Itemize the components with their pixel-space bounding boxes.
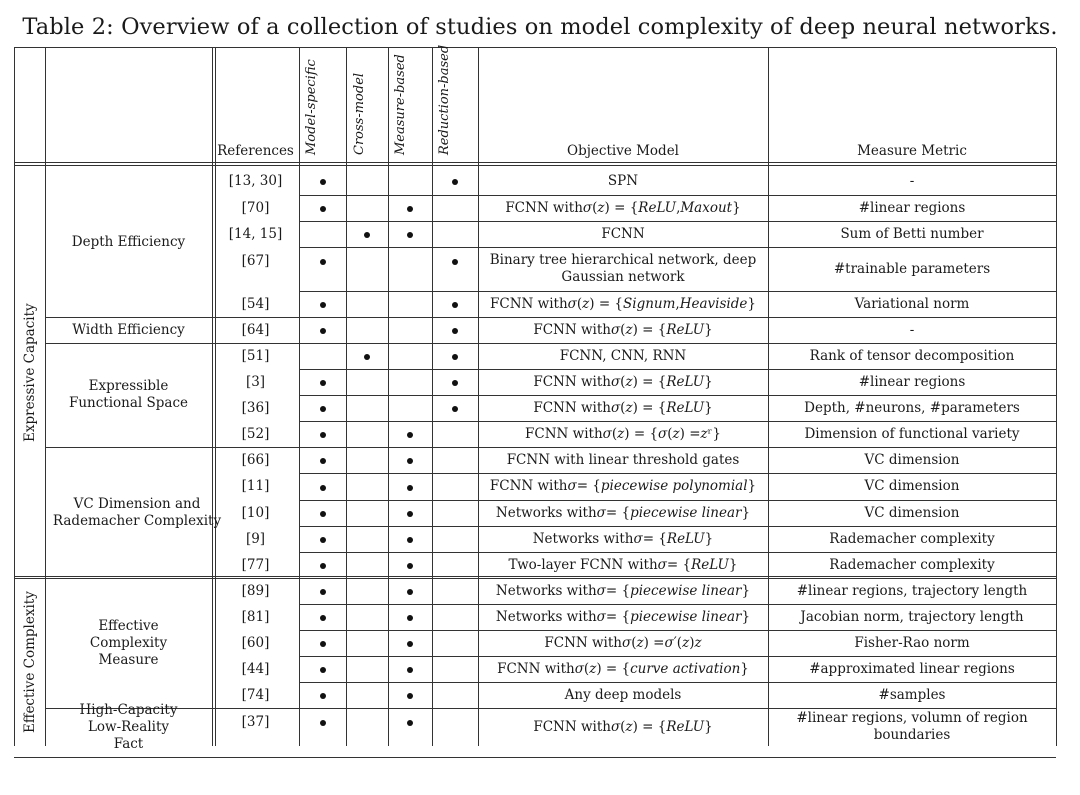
ref-cell: [74] — [241, 686, 270, 703]
bullet-measure-based — [407, 615, 413, 621]
ref-cell: [52] — [241, 425, 270, 442]
measure-metric-cell: - — [909, 321, 915, 338]
top-rule — [14, 47, 1056, 48]
subgroup-label: Effective Complexity Measure — [89, 617, 168, 668]
ref-cell: [89] — [241, 582, 270, 599]
bullet-model-specific — [320, 380, 326, 386]
vline-col-2 — [388, 48, 389, 746]
bullet-measure-based — [407, 563, 413, 569]
measure-metric-cell: VC dimension — [864, 451, 960, 468]
vline-col-3 — [432, 48, 433, 746]
objective-model-cell: SPN — [607, 172, 639, 189]
vline-group — [45, 48, 46, 746]
bullet-cross-model — [364, 232, 370, 238]
measure-metric-cell: - — [909, 172, 915, 189]
objective-model-cell: Networks with σ = { piecewise linear } — [495, 608, 751, 625]
bullet-model-specific — [320, 537, 326, 543]
objective-model-cell: Networks with σ = { ReLU } — [532, 530, 714, 547]
measure-metric-cell: Fisher-Rao norm — [854, 634, 970, 651]
bullet-model-specific — [320, 259, 326, 265]
measure-metric-cell: Rademacher complexity — [829, 530, 995, 547]
measure-metric-cell: #samples — [878, 686, 946, 703]
header-references: References — [217, 143, 294, 159]
table-caption: Table 2: Overview of a collection of studies on model complexity of deep neural networks. — [22, 14, 1058, 40]
objective-model-cell: FCNN with σ ( z ) = { ReLU , Maxout } — [505, 199, 741, 216]
objective-model-cell: Networks with σ = { piecewise linear } — [495, 504, 751, 521]
ref-cell: [37] — [241, 714, 270, 730]
bullet-reduction-based — [452, 302, 458, 308]
vline-col-5 — [768, 48, 769, 746]
objective-model-cell: Two-layer FCNN with σ = { ReLU } — [508, 556, 738, 573]
header-rule-1 — [14, 162, 1056, 163]
bullet-model-specific — [320, 406, 326, 412]
bullet-model-specific — [320, 432, 326, 438]
objective-model-cell: FCNN, CNN, RNN — [559, 347, 687, 364]
measure-metric-cell: Jacobian norm, trajectory length — [800, 608, 1024, 625]
bullet-measure-based — [407, 458, 413, 464]
group-label: Effective Complexity — [22, 591, 38, 733]
ref-cell: [51] — [241, 347, 270, 364]
bullet-model-specific — [320, 667, 326, 673]
ref-cell: [14, 15] — [228, 225, 283, 242]
vline-col-4 — [478, 48, 479, 746]
bullet-measure-based — [407, 206, 413, 212]
bullet-measure-based — [407, 693, 413, 699]
bullet-model-specific — [320, 485, 326, 491]
bullet-model-specific — [320, 511, 326, 517]
ref-cell: [54] — [241, 295, 270, 312]
objective-model-cell: FCNN — [601, 225, 645, 242]
bullet-model-specific — [320, 328, 326, 334]
measure-metric-cell: Dimension of functional variety — [804, 425, 1020, 442]
objective-model-cell: Any deep models — [564, 686, 682, 703]
measure-metric-cell: VC dimension — [864, 478, 960, 494]
subgroup-label: Width Efficiency — [72, 321, 185, 338]
header-measure-metric: Measure Metric — [857, 143, 967, 159]
bullet-measure-based — [407, 589, 413, 595]
bullet-measure-based — [407, 485, 413, 491]
subgroup-label: Depth Efficiency — [71, 233, 186, 250]
bullet-measure-based — [407, 432, 413, 438]
bullet-reduction-based — [452, 354, 458, 360]
measure-metric-cell: Rademacher complexity — [829, 556, 995, 573]
measure-metric-cell: Variational norm — [854, 295, 970, 312]
measure-metric-cell: #linear regions — [858, 199, 966, 216]
vline-col-1 — [346, 48, 347, 746]
bullet-model-specific — [320, 563, 326, 569]
header-reduction-based: Reduction-based — [437, 44, 452, 155]
measure-metric-cell: Depth, #neurons, #parameters — [804, 399, 1020, 416]
ref-cell: [67] — [241, 253, 270, 269]
bullet-model-specific — [320, 720, 326, 726]
measure-metric-cell: Rank of tensor decomposition — [809, 347, 1015, 364]
bullet-measure-based — [407, 537, 413, 543]
bullet-model-specific — [320, 206, 326, 212]
measure-metric-cell: #trainable parameters — [833, 260, 991, 277]
objective-model-cell: FCNN with σ ( z ) = { Signum , Heaviside } — [490, 295, 756, 312]
subgroup-label: VC Dimension and Rademacher Complexity — [52, 495, 222, 529]
header-model-specific: Model-specific — [304, 59, 319, 155]
bullet-model-specific — [320, 458, 326, 464]
bullet-measure-based — [407, 641, 413, 647]
objective-model-cell: FCNN with σ ( z ) = { ReLU } — [533, 321, 713, 338]
ref-cell: [81] — [241, 608, 270, 625]
ref-cell: [64] — [241, 321, 270, 338]
bullet-measure-based — [407, 720, 413, 726]
objective-model-cell: Networks with σ = { piecewise linear } — [495, 582, 751, 599]
objective-model-cell: FCNN with σ = { piecewise polynomial } — [489, 478, 757, 494]
header-cross-model: Cross-model — [352, 72, 367, 155]
bullet-reduction-based — [452, 259, 458, 265]
header-rule-2 — [14, 165, 1056, 166]
bullet-model-specific — [320, 179, 326, 185]
measure-metric-cell: #linear regions, volumn of region boundaries — [796, 710, 1028, 743]
objective-model-cell: FCNN with σ ( z ) = σ ′( z ) z — [544, 634, 702, 651]
ref-cell: [66] — [241, 451, 270, 468]
bullet-model-specific — [320, 589, 326, 595]
measure-metric-cell: #linear regions — [858, 373, 966, 390]
measure-metric-cell: #approximated linear regions — [809, 660, 1015, 677]
bullet-reduction-based — [452, 179, 458, 185]
objective-model-cell: Binary tree hierarchical network, deep Gaussian network — [489, 252, 757, 285]
header-objective-model: Objective Model — [567, 143, 679, 159]
ref-cell: [9] — [245, 530, 266, 547]
bullet-reduction-based — [452, 406, 458, 412]
measure-metric-cell: #linear regions, trajectory length — [796, 582, 1028, 599]
measure-metric-cell: VC dimension — [864, 504, 960, 521]
ref-cell: [44] — [241, 660, 270, 677]
objective-model-cell: FCNN with σ ( z ) = { ReLU } — [533, 373, 713, 390]
objective-model-cell: FCNN with σ ( z ) = { ReLU } — [533, 399, 713, 416]
ref-cell: [10] — [241, 504, 270, 521]
ref-cell: [70] — [241, 199, 270, 216]
ref-cell: [13, 30] — [228, 172, 283, 189]
bullet-cross-model — [364, 354, 370, 360]
objective-model-cell: FCNN with σ ( z ) = { curve activation } — [497, 660, 749, 677]
group-label: Expressive Capacity — [22, 303, 38, 442]
header-measure-based: Measure-based — [393, 54, 408, 155]
objective-model-cell: FCNN with σ ( z ) = { σ ( z ) = z ʳ} — [525, 425, 721, 442]
bullet-model-specific — [320, 302, 326, 308]
ref-cell: [36] — [241, 399, 270, 416]
bottom-rule — [14, 757, 1056, 758]
bullet-model-specific — [320, 641, 326, 647]
ref-cell: [60] — [241, 634, 270, 651]
ref-cell: [11] — [241, 478, 270, 494]
objective-model-cell: FCNN with linear threshold gates — [506, 451, 740, 468]
vline-col-6 — [1056, 48, 1057, 746]
bullet-measure-based — [407, 667, 413, 673]
subgroup-label: High-Capacity Low-Reality Fact — [79, 701, 178, 752]
measure-metric-cell: Sum of Betti number — [840, 225, 984, 242]
ref-cell: [77] — [241, 556, 270, 573]
bullet-reduction-based — [452, 328, 458, 334]
subgroup-label: Expressible Functional Space — [68, 378, 189, 411]
bullet-model-specific — [320, 615, 326, 621]
vline-left — [14, 48, 15, 746]
objective-model-cell: FCNN with σ ( z ) = { ReLU } — [533, 718, 713, 735]
bullet-model-specific — [320, 693, 326, 699]
ref-cell: [3] — [245, 373, 266, 390]
bullet-measure-based — [407, 232, 413, 238]
bullet-measure-based — [407, 511, 413, 517]
bullet-reduction-based — [452, 380, 458, 386]
vline-col-0 — [299, 48, 300, 746]
